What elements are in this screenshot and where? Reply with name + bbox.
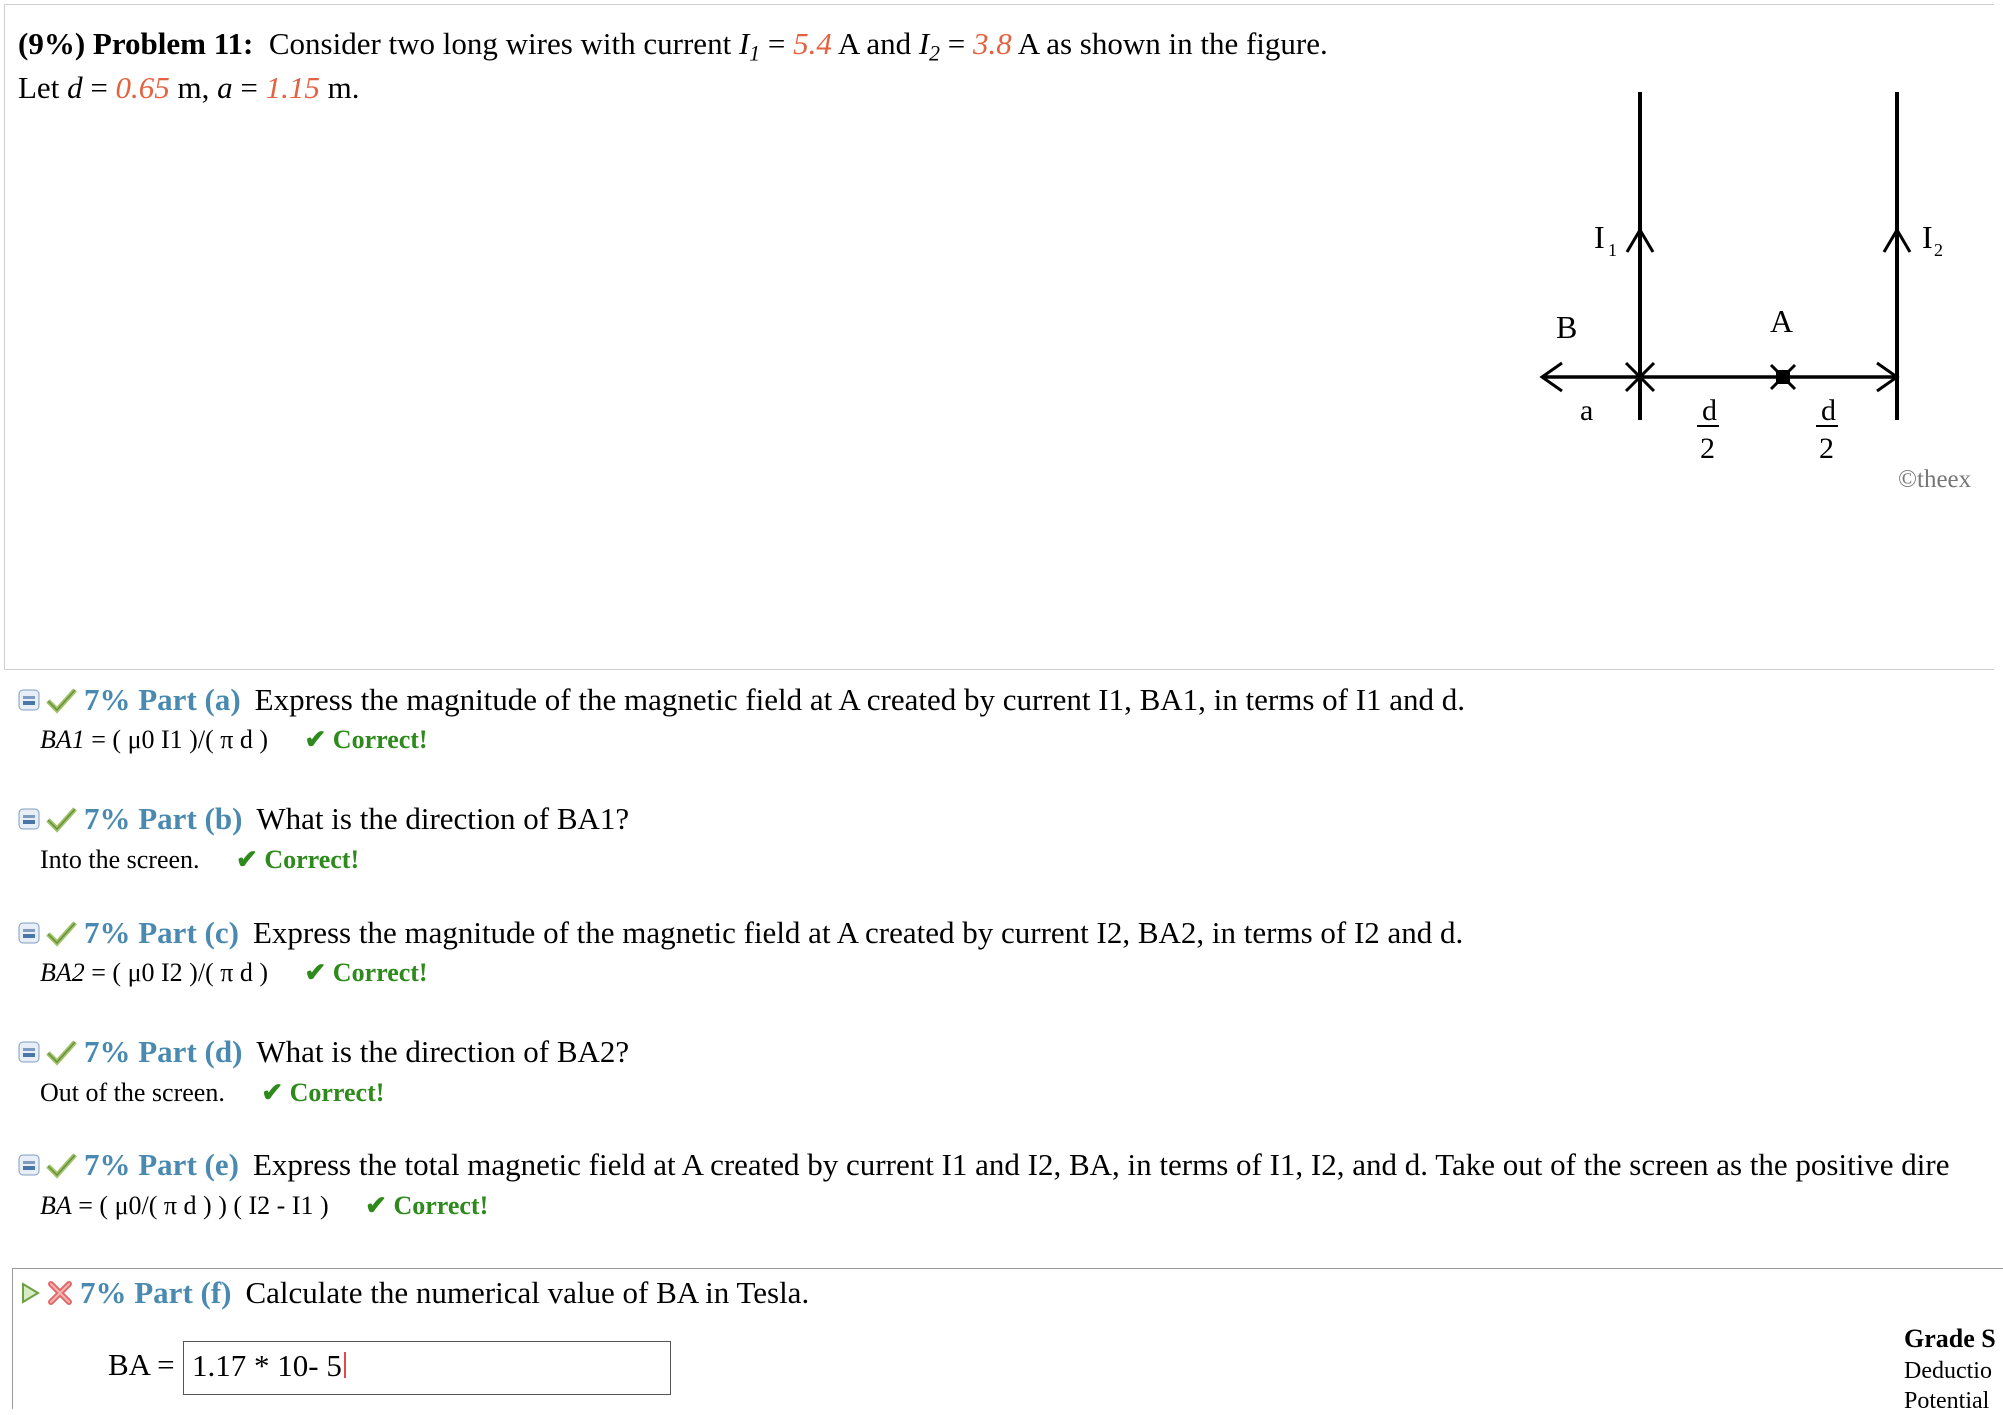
part-a-answer-line bbox=[40, 725, 428, 755]
part-e-answer-line bbox=[40, 1191, 488, 1221]
problem-weight: (9%) bbox=[18, 26, 86, 61]
part-e-weight: 7% bbox=[84, 1147, 131, 1182]
part-e-question: Express the total magnetic field at A created by current I1 and I2, BA, in terms of I1, I2, and d. Take out of the screen as the positive dire bbox=[252, 1147, 1950, 1182]
part-a-answer-var: BA1 bbox=[40, 725, 85, 754]
correct-check-icon bbox=[44, 1038, 78, 1066]
problem-frame-left bbox=[4, 4, 5, 669]
label-i1: I bbox=[1594, 219, 1605, 255]
i1-value: 5.4 bbox=[793, 26, 832, 61]
label-2-1: 2 bbox=[1700, 432, 1715, 465]
part-c-label[interactable]: Part (c) bbox=[138, 915, 239, 950]
point-a-marker bbox=[1776, 370, 1790, 384]
part-a-header bbox=[18, 681, 1465, 719]
part-f-label[interactable]: Part (f) bbox=[134, 1275, 232, 1310]
problem-title: Problem 11: bbox=[92, 26, 254, 61]
correct-check-icon bbox=[44, 805, 78, 833]
problem-given-values: Let d = 0.65 m, a = 1.15 m. bbox=[18, 70, 360, 105]
collapse-icon[interactable] bbox=[18, 922, 40, 944]
part-d-header bbox=[18, 1033, 629, 1071]
collapse-icon[interactable] bbox=[18, 1154, 40, 1176]
part-b-question: What is the direction of BA1? bbox=[256, 801, 630, 836]
problem-mid-text: A and bbox=[837, 26, 912, 61]
part-b-weight: 7% bbox=[84, 801, 131, 836]
part-d-label[interactable]: Part (d) bbox=[138, 1034, 243, 1069]
grade-summary-title: Grade S bbox=[1904, 1324, 1996, 1353]
label-b: B bbox=[1556, 309, 1578, 345]
part-c-answer: = ( μ0 I2 )/( π d ) bbox=[91, 958, 269, 987]
part-a-answer: = ( μ0 I1 )/( π d ) bbox=[91, 725, 269, 754]
part-e-header bbox=[18, 1146, 1950, 1184]
unit-m-a: m bbox=[327, 70, 352, 105]
grade-deduction-label: Deductio bbox=[1904, 1358, 1992, 1384]
d-value: 0.65 bbox=[115, 70, 170, 105]
correct-check-icon bbox=[44, 919, 78, 947]
grade-potential-label: Potential bbox=[1904, 1388, 1990, 1414]
problem-end-text: A as shown in the figure. bbox=[1017, 26, 1328, 61]
part-b-status: ✔ Correct! bbox=[236, 845, 360, 874]
part-d-weight: 7% bbox=[84, 1034, 131, 1069]
label-i2-sub: 2 bbox=[1934, 240, 1943, 260]
i2-value: 3.8 bbox=[972, 26, 1012, 61]
label-d-2: d bbox=[1821, 394, 1836, 427]
part-a-status: ✔ Correct! bbox=[304, 725, 428, 754]
label-a-point: A bbox=[1770, 303, 1794, 339]
label-2-2: 2 bbox=[1819, 432, 1834, 465]
wires-figure bbox=[1490, 80, 1943, 480]
incorrect-x-icon bbox=[46, 1279, 74, 1307]
part-a-weight: 7% bbox=[84, 682, 131, 717]
collapse-icon[interactable] bbox=[18, 689, 40, 711]
unit-m-d: m bbox=[177, 70, 202, 105]
part-e-answer: = ( μ0/( π d ) ) ( I2 - I1 ) bbox=[78, 1191, 329, 1220]
part-f-weight: 7% bbox=[80, 1275, 127, 1310]
label-i2: I bbox=[1922, 219, 1933, 255]
part-e-answer-var: BA bbox=[40, 1191, 72, 1220]
part-d-answer: Out of the screen. bbox=[40, 1078, 225, 1107]
correct-check-icon bbox=[44, 686, 78, 714]
figure-copyright: ©theex bbox=[1898, 466, 1972, 493]
problem-intro: Consider two long wires with current bbox=[268, 26, 732, 61]
text-caret bbox=[344, 1352, 346, 1378]
problem-frame-separator bbox=[4, 669, 1994, 670]
part-e-status: ✔ Correct! bbox=[365, 1191, 489, 1220]
part-c-answer-line bbox=[40, 958, 428, 988]
part-d-question: What is the direction of BA2? bbox=[256, 1034, 630, 1069]
let-text: Let bbox=[18, 70, 60, 105]
part-f-input-label: BA = bbox=[108, 1347, 175, 1382]
problem-statement: (9%) Problem 11: Consider two long wires with current $I_1 = 5.4$ A and $I_2 = 3.8$ A as shown in the figure. bbox=[18, 26, 1328, 66]
problem-frame-top bbox=[4, 4, 1994, 5]
part-b-answer-line bbox=[40, 845, 359, 875]
collapse-icon[interactable] bbox=[18, 808, 40, 830]
part-a-label[interactable]: Part (a) bbox=[138, 682, 241, 717]
part-f-question: Calculate the numerical value of BA in Tesla. bbox=[245, 1275, 810, 1310]
part-d-status: ✔ Correct! bbox=[261, 1078, 385, 1107]
part-d-answer-line bbox=[40, 1078, 384, 1108]
part-c-status: ✔ Correct! bbox=[304, 958, 428, 987]
part-b-header bbox=[18, 800, 629, 838]
part-e-label[interactable]: Part (e) bbox=[138, 1147, 239, 1182]
part-c-header bbox=[18, 914, 1463, 952]
part-c-answer-var: BA2 bbox=[40, 958, 85, 987]
correct-check-icon bbox=[44, 1151, 78, 1179]
label-d-1: d bbox=[1702, 394, 1717, 427]
a-value: 1.15 bbox=[265, 70, 320, 105]
label-i1-sub: 1 bbox=[1608, 240, 1617, 260]
part-b-label[interactable]: Part (b) bbox=[138, 801, 243, 836]
answer-input[interactable] bbox=[183, 1341, 671, 1395]
collapse-icon[interactable] bbox=[18, 1041, 40, 1063]
part-c-question: Express the magnitude of the magnetic field at A created by current I2, BA2, in terms of I2 and d. bbox=[252, 915, 1464, 950]
answer-input-value: 1.17 * 10- 5 bbox=[192, 1348, 342, 1383]
expand-play-icon[interactable] bbox=[18, 1281, 42, 1305]
part-b-answer: Into the screen. bbox=[40, 845, 200, 874]
part-f-header bbox=[18, 1274, 809, 1312]
part-a-question: Express the magnitude of the magnetic field at A created by current I1, BA1, in terms of I1 and d. bbox=[254, 682, 1466, 717]
label-a-distance: a bbox=[1580, 394, 1594, 427]
part-c-weight: 7% bbox=[84, 915, 131, 950]
